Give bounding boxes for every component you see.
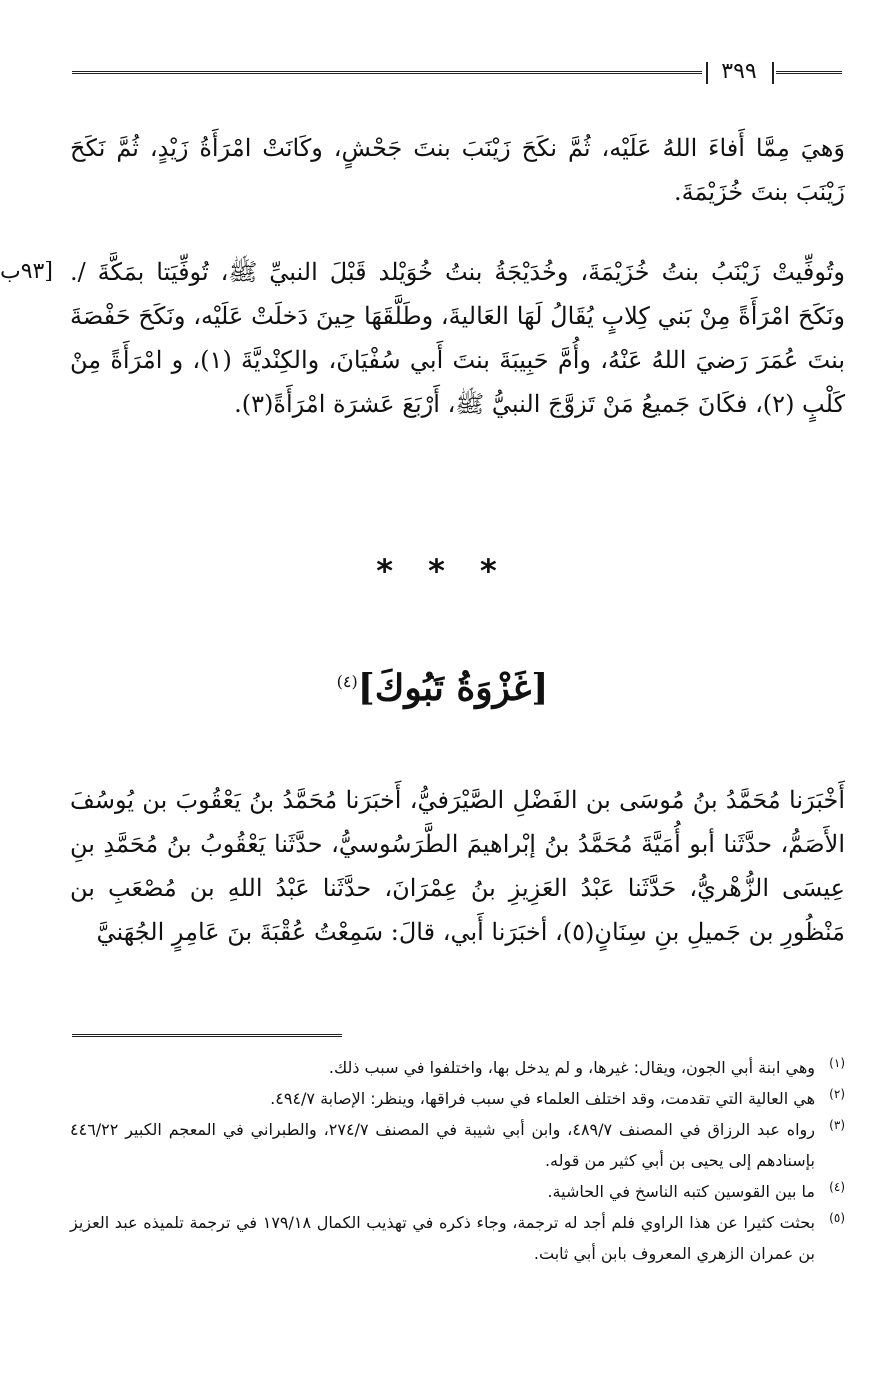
header-divider <box>706 62 708 84</box>
running-header <box>72 56 842 92</box>
footnote-text: هي العالية التي تقدمت، وقد اختلف العلماء في سبب فراقها، وينظر: الإصابة ٤٩٤/٧. <box>270 1089 815 1108</box>
footnote-item <box>70 1114 845 1176</box>
footnote-mark: (٢) <box>829 1087 845 1101</box>
footnote-text: وهي ابنة أبي الجون، ويقال: غيرها، و لم يدخل بها، واختلفوا في سبب ذلك. <box>328 1058 815 1077</box>
footnote-item <box>70 1052 845 1083</box>
footnote-text: ما بين القوسين كتبه الناسخ في الحاشية. <box>547 1182 815 1201</box>
footnote-mark: (١) <box>829 1056 845 1070</box>
footnote-mark: (٥) <box>829 1211 845 1225</box>
margin-folio-note: [٩٣ب <box>0 259 53 284</box>
footnote-text: رواه عبد الرزاق في المصنف ٤٨٩/٧، وابن أبي شيبة في المصنف ٢٧٤/٧، والطبراني في المعجم الكبير ٤٤٦/٢٢ بإسنادهم إلى يحيى بن أبي كثير من قوله. <box>70 1120 816 1170</box>
paragraph-2: وتُوفِّيتْ زَيْنَبُ بنتُ خُزَيْمَةَ، وخُدَيْجَةُ بنتُ خُوَيْلد قَبْلَ النبيِّ ﷺ، تُوفِّيَتا بمَكَّةَ /. ونَكَحَ امْرَأَةً مِنْ بَني كِلابٍ يُقَالُ لَهَا العَاليةَ، وطَلَّقَهَا حِينَ دَخلَتْ عَلَيْه، ونَكَحَ حَفْصَةَ بنتَ عُمَرَ رَضيَ اللهُ عَنْهُ، وأُمَّ حَبِيبَةَ بنتَ أَبي سُفْيَانَ، والكِنْديَّةَ (١)، و امْرَأَةً مِنْ كَلْبٍ (٢)، فكَانَ جَميعُ مَنْ تَزوَّجَ النبيُّ ﷺ، أَرْبَعَ عَشرَة امْرَأَةً(٣). <box>70 258 846 418</box>
footnote-separator <box>72 1034 342 1037</box>
footnote-ref: (٤) <box>336 672 358 691</box>
footnote-mark: (٤) <box>829 1180 845 1194</box>
header-divider <box>772 62 774 84</box>
footnote-item <box>70 1176 845 1207</box>
footnote-item <box>70 1207 845 1269</box>
footnote-item <box>70 1083 845 1114</box>
section-separator: * * * <box>376 552 509 590</box>
paragraph-1: وَهيَ مِمَّا أَفاءَ اللهُ عَلَيْه، ثُمَّ نكَحَ زَيْنَبَ بنتَ جَحْشٍ، وكَانَتْ امْرَأَةُ زَيْدٍ، ثُمَّ نَكَحَ زَيْنَبَ بنتَ خُزَيْمَةَ. <box>70 134 845 206</box>
footnote-mark: (٣) <box>829 1118 845 1132</box>
footnotes <box>70 1052 845 1269</box>
section-title <box>0 652 885 718</box>
footnote-text: بحثت كثيرا عن هذا الراوي فلم أجد له ترجمة، وجاء ذكره في تهذيب الكمال ١٧٩/١٨ في ترجمة تلميذه عبد العزيز بن عمران الزهري المعروف بابن أبي ثابت. <box>70 1213 815 1263</box>
header-rule-right <box>776 71 842 74</box>
page-number: ٣٩٩ <box>721 59 757 84</box>
paragraph-3: أَخْبَرَنا مُحَمَّدُ بنُ مُوسَى بن الفَضْلِ الصَّيْرَفيُّ، أَخبَرَنا مُحَمَّدُ بنُ يَعْقُوبَ بن يُوسُفَ الأَصَمُّ، حدَّثَنا أبو أُمَيَّةَ مُحَمَّدُ بنُ إبْراهيمَ الطَّرَسُوسيُّ، حدَّثَنا يَعْقُوبُ بنُ مُحَمَّدِ بنِ عِيسَى الزُّهْريُّ، حَدَّثَنا عَبْدُ العَزِيزِ بنُ عِمْرَانَ، حدَّثَنا عَبْدُ اللهِ بن مُصْعَبِ بن مَنْظُورِ بن جَميلِ بنِ سِنَانٍ(٥)، أخبَرَنا أَبي، قالَ: سَمِعْتُ عُقْبَةَ بنَ عَامِرٍ الجُهَنيَّ <box>70 786 845 946</box>
section-title-text: [غَزْوَةُ تَبُوكَ] <box>357 667 549 709</box>
header-rule-left <box>72 71 702 74</box>
